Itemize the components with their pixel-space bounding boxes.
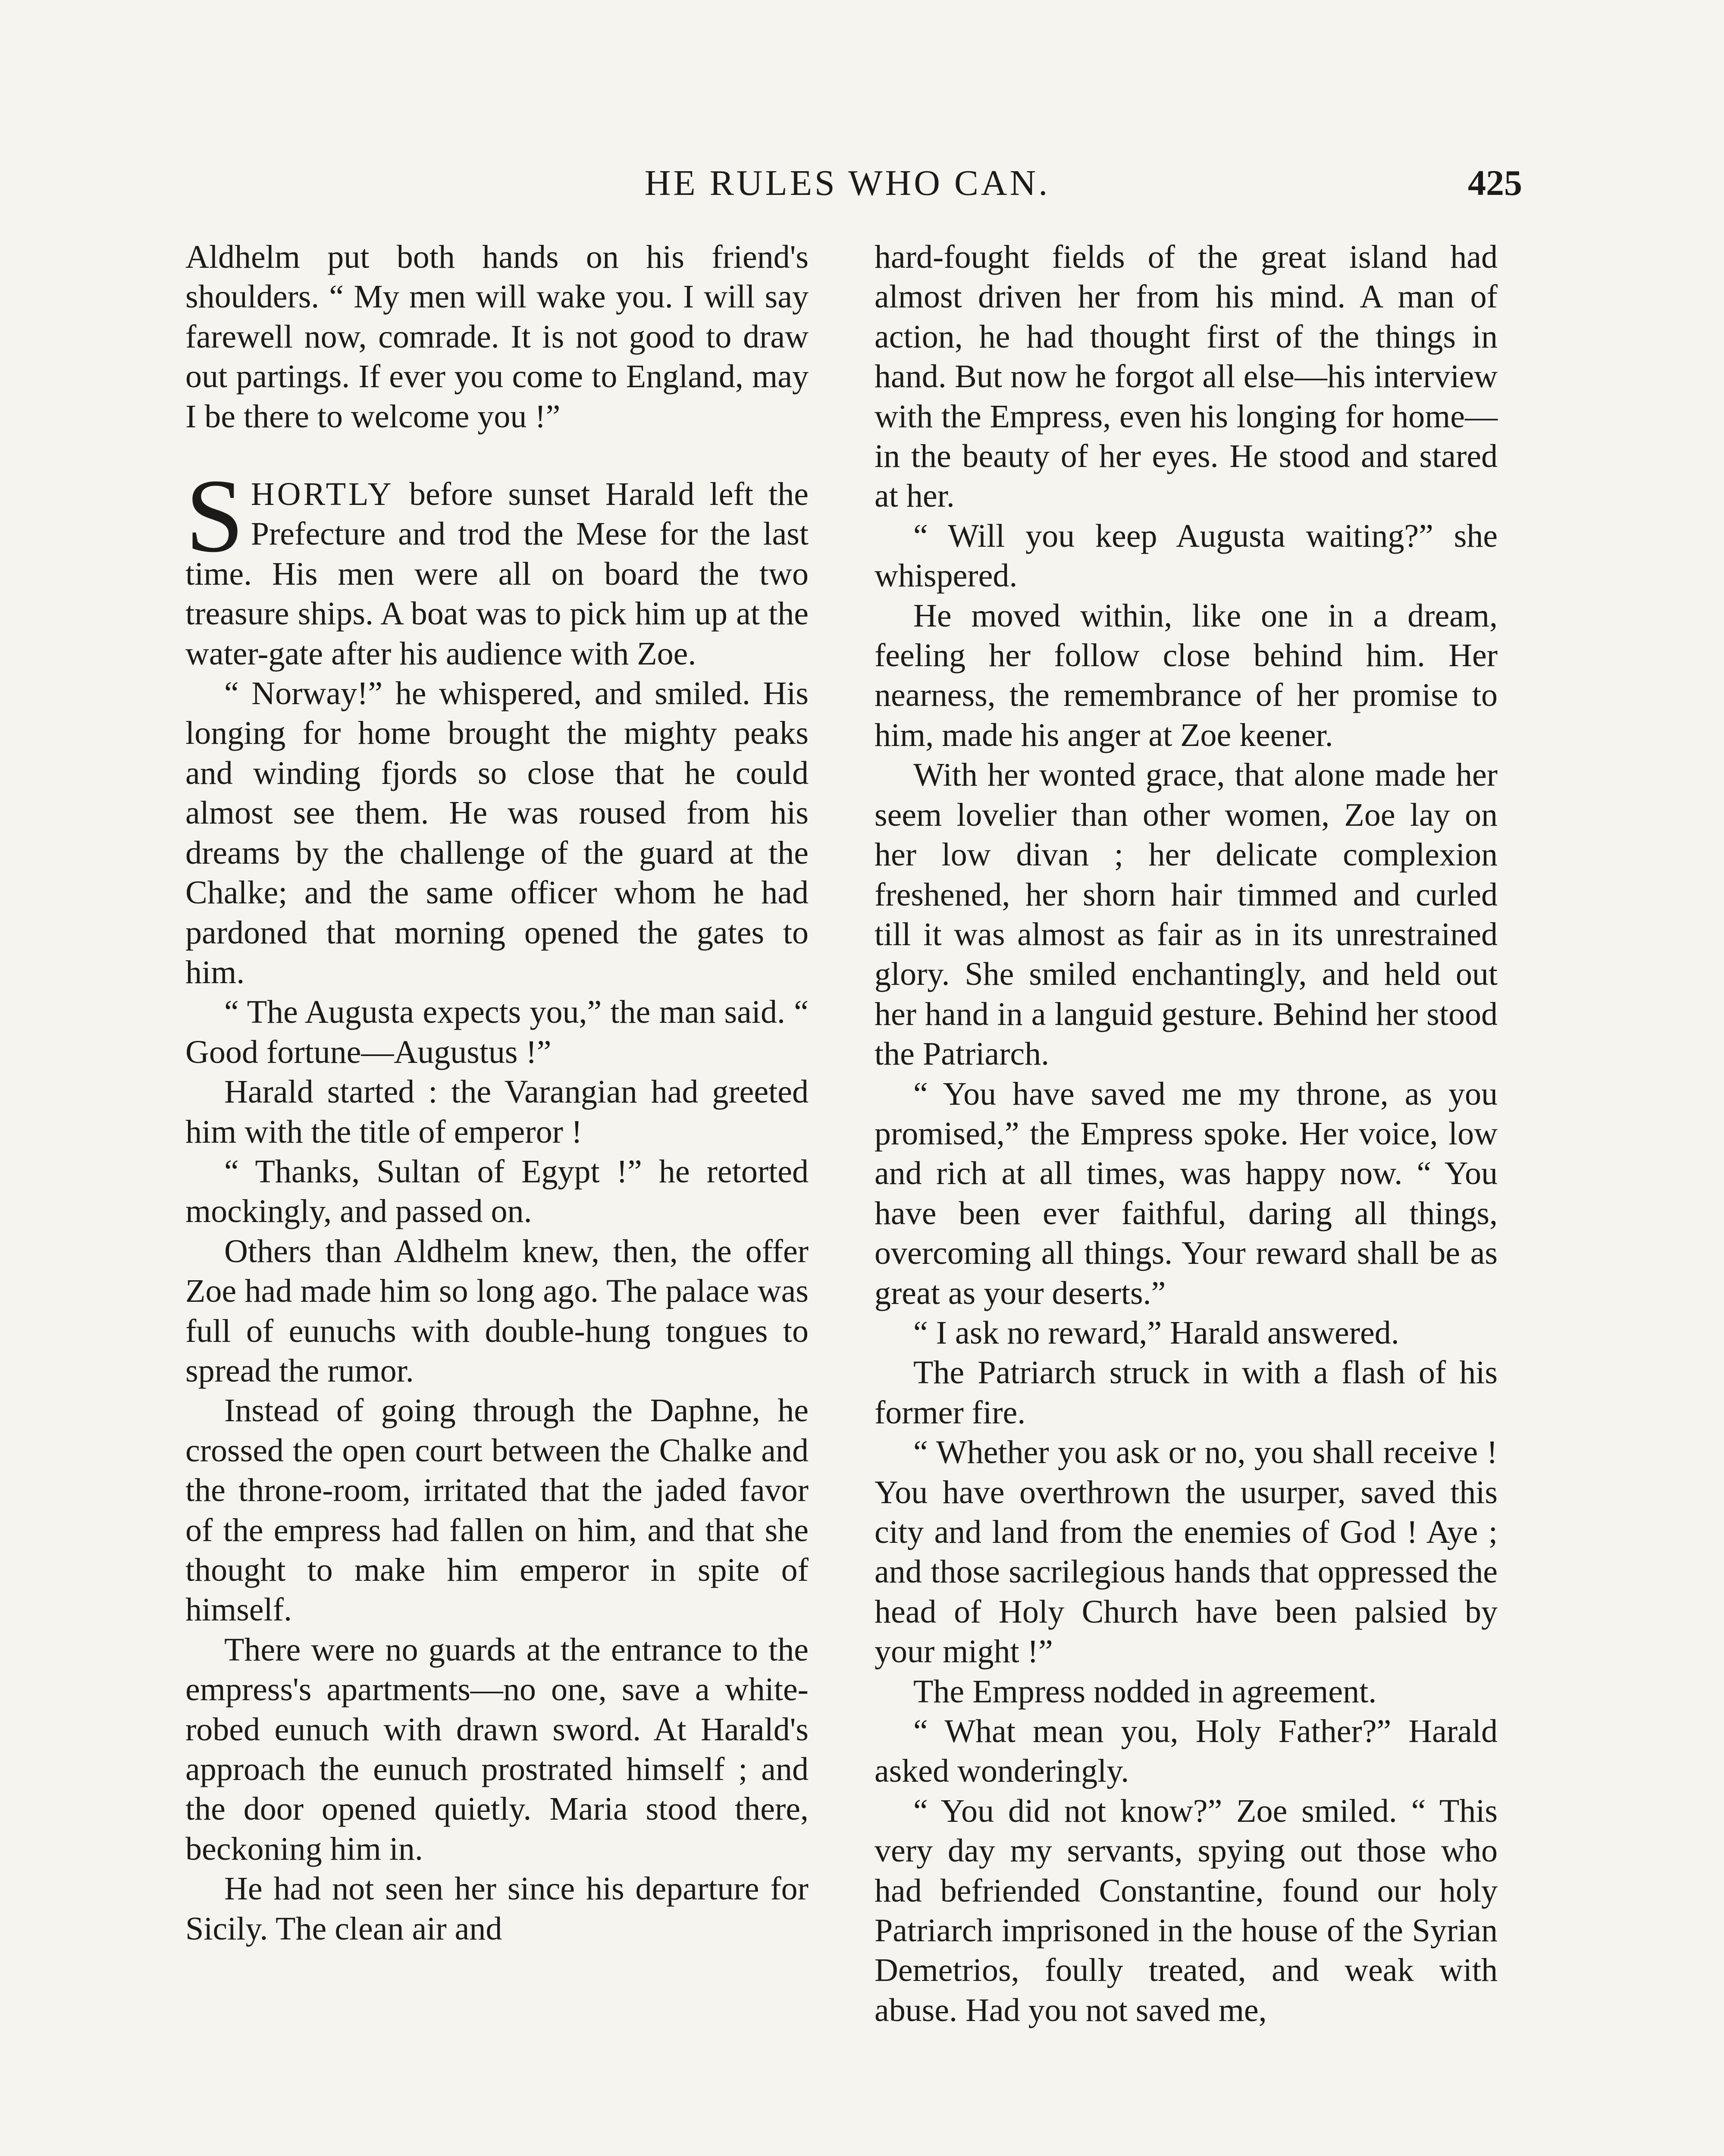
paragraph: Aldhelm put both hands on his friend's shoulders. “ My men will wake you. I will say farewell now, comrade. It is not good to draw out partings. If ever you come to England, may I be there to welcome you !” — [185, 239, 809, 435]
paragraph: With her wonted grace, that alone made her seem lovelier than other women, Zoe lay on her low divan ; her delicate complexion freshened, her shorn hair timmed and curled till it was almost as fair as in its unrestrained glory. She smiled enchantingly, and held out her hand in a languid gesture. Behind her stood the Patriarch. — [875, 757, 1498, 1072]
paragraph: He had not seen her since his departure for Sicily. The clean air and — [185, 1871, 809, 1947]
paragraph: “ The Augusta expects you,” the man said. “ Good fortune—Augustus !” — [185, 994, 809, 1070]
paragraph: The Patriarch struck in with a flash of his former fire. — [875, 1354, 1498, 1431]
paragraph: “ Norway!” he whispered, and smiled. His longing for home brought the mighty peaks and winding fjords so close that he could almost see them. He was roused from his dreams by the challenge of the guard at the Chalke; and the same officer whom he had pardoned that morning opened the gates to him. — [185, 675, 809, 990]
drop-cap: S — [185, 458, 244, 574]
paragraph: “ Will you keep Augusta waiting?” she whispered. — [875, 517, 1498, 594]
paragraph: There were no guards at the entrance to the empress's apartments—no one, save a white-robed eunuch with drawn sword. At Harald's approach the eunuch prostrated himself ; and the door opened quietly. Maria stood there, beckoning him in. — [185, 1631, 809, 1867]
paragraph: “ Thanks, Sultan of Egypt !” he retorted mockingly, and passed on. — [185, 1153, 809, 1230]
paragraph: hard-fought fields of the great island had almost driven her from his mind. A man of action, he had thought first of the things in hand. But now he forgot all else—his interview with the Empress, even his longing for home—in the beauty of her eyes. He stood and stared at her. — [875, 239, 1498, 514]
paragraph: “ You have saved me my throne, as you promised,” the Empress spoke. Her voice, low and rich at all times, was happy now. “ You have been ever faithful, daring all things, overcoming all things. Your reward shall be as great as your deserts.” — [875, 1075, 1498, 1311]
section-opening-text: before sunset Harald left the Prefecture and trod the Mese for the last time. His men were all on board the two treasure ships. A boat was to pick him up at the water-gate after his audience with Zoe. — [185, 476, 809, 672]
paragraph: Instead of going through the Daphne, he crossed the open court between the Chalke and the throne-room, irritated that the jaded favor of the empress had fallen on him, and that she thought to make him emperor in spite of himself. — [185, 1392, 809, 1628]
paragraph: “ I ask no reward,” Harald answered. — [913, 1314, 1399, 1351]
right-column — [875, 237, 1498, 2030]
paragraph: “ You did not know?” Zoe smiled. “ This very day my servants, spying out those who had befriended Constantine, found our holy Patriarch imprisoned in the house of the Syrian Demetrios, foully treated, and weak with abuse. Had you not saved me, — [875, 1792, 1498, 2028]
paragraph: “ Whether you ask or no, you shall receive ! You have overthrown the usurper, saved this city and land from the enemies of God ! Aye ; and those sacrilegious hands that oppressed the head of Holy Church have been palsied by your might !” — [875, 1434, 1498, 1670]
paragraph: He moved within, like one in a dream, feeling her follow close behind him. Her nearness, the remembrance of her promise to him, made his anger at Zoe keener. — [875, 597, 1498, 753]
paragraph: Harald started : the Varangian had greeted him with the title of emperor ! — [185, 1074, 809, 1150]
paragraph: “ What mean you, Holy Father?” Harald asked wonderingly. — [875, 1713, 1498, 1789]
running-title: HE RULES WHO CAN. — [644, 163, 1050, 203]
paragraph: The Empress nodded in agreement. — [913, 1673, 1377, 1710]
page-number: 425 — [1468, 163, 1522, 203]
section-opening-caps: HORTLY — [251, 476, 394, 513]
page-header — [172, 160, 1522, 207]
section-opening-paragraph — [185, 458, 809, 674]
left-column — [185, 237, 809, 1949]
paragraph: Others than Aldhelm knew, then, the offer Zoe had made him so long ago. The palace was full of eunuchs with double-hung tongues to spread the rumor. — [185, 1233, 809, 1389]
